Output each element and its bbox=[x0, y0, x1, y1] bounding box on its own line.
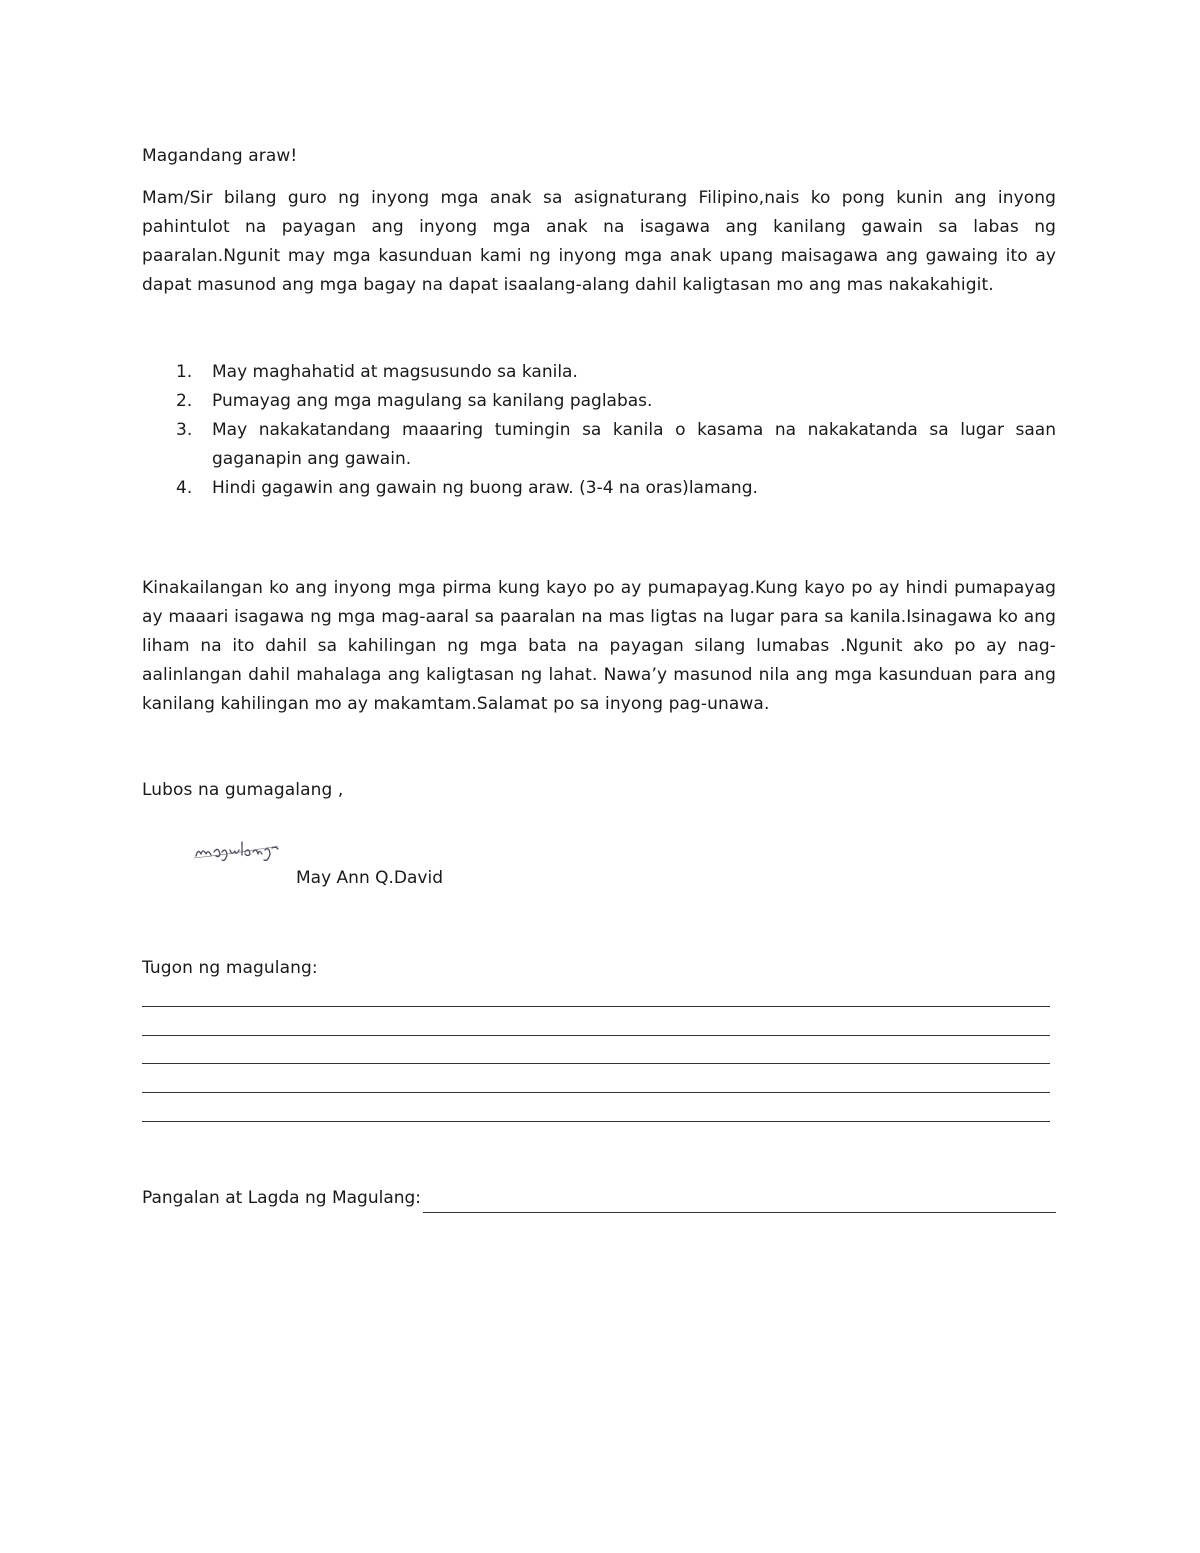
greeting: Magandang araw! bbox=[142, 146, 298, 166]
list-item-number: 3. bbox=[176, 420, 193, 440]
parent-signature-label: Pangalan at Lagda ng Magulang: bbox=[142, 1188, 422, 1208]
response-blank-line[interactable] bbox=[142, 1042, 1056, 1071]
response-blank-line[interactable] bbox=[142, 1099, 1056, 1128]
response-lines bbox=[142, 984, 1056, 1128]
list-item bbox=[142, 387, 1056, 416]
response-blank-line[interactable] bbox=[142, 984, 1056, 1013]
list-item-text: May nakakatandang maaaring tumingin sa kanila o kasama na nakakatanda sa lugar saan gaganapin ang gawain. bbox=[212, 420, 1056, 469]
list-item bbox=[142, 358, 1056, 387]
list-item-text: Pumayag ang mga magulang sa kanilang paglabas. bbox=[212, 391, 653, 411]
response-blank-line[interactable] bbox=[142, 1070, 1056, 1099]
list-item-number: 4. bbox=[176, 478, 193, 498]
list-item-text: Hindi gagawin ang gawain ng buong araw. (3-4 na oras)lamang. bbox=[212, 478, 758, 498]
regards: Lubos na gumagalang , bbox=[142, 780, 344, 800]
list-item-number: 1. bbox=[176, 362, 193, 382]
conditions-list bbox=[142, 358, 1056, 503]
parent-signature-row bbox=[142, 1184, 1056, 1213]
list-item bbox=[142, 474, 1056, 503]
intro-paragraph: Mam/Sir bilang guro ng inyong mga anak sa asignaturang Filipino,nais ko pong kunin ang inyong pahintulot na payagan ang inyong mga anak na isagawa ang kanilang gawain sa labas ng paaralan.Ngunit may mga kasunduan kami ng inyong mga anak upang maisagawa ang gawaing ito ay dapat masunod ang mga bagay na dapat isaalang-alang dahil kaligtasan mo ang mas nakakahigit. bbox=[142, 188, 1056, 295]
response-label: Tugon ng magulang: bbox=[142, 958, 318, 978]
signer-name: May Ann Q.David bbox=[296, 868, 443, 888]
list-item-number: 2. bbox=[176, 391, 193, 411]
list-item bbox=[142, 416, 1056, 474]
handwritten-signature bbox=[192, 834, 282, 864]
list-item-text: May maghahatid at magsusundo sa kanila. bbox=[212, 362, 578, 382]
closing-paragraph: Kinakailangan ko ang inyong mga pirma kung kayo po ay pumapayag.Kung kayo po ay hindi pumapayag ay maaari isagawa ng mga mag-aaral sa paaralan na mas ligtas na lugar para sa kanila.Isinagawa ko ang liham na ito dahil sa kahilingan ng mga bata na payagan silang lumabas .Ngunit ako po ay nag-aalinlangan dahil mahalaga ang kaligtasan ng lahat. Nawa’y masunod nila ang mga kasunduan para ang kanilang kahilingan mo ay makamtam.Salamat po sa inyong pag-unawa. bbox=[142, 578, 1056, 714]
response-blank-line[interactable] bbox=[142, 1013, 1056, 1042]
parent-signature-line[interactable] bbox=[423, 1190, 1056, 1213]
